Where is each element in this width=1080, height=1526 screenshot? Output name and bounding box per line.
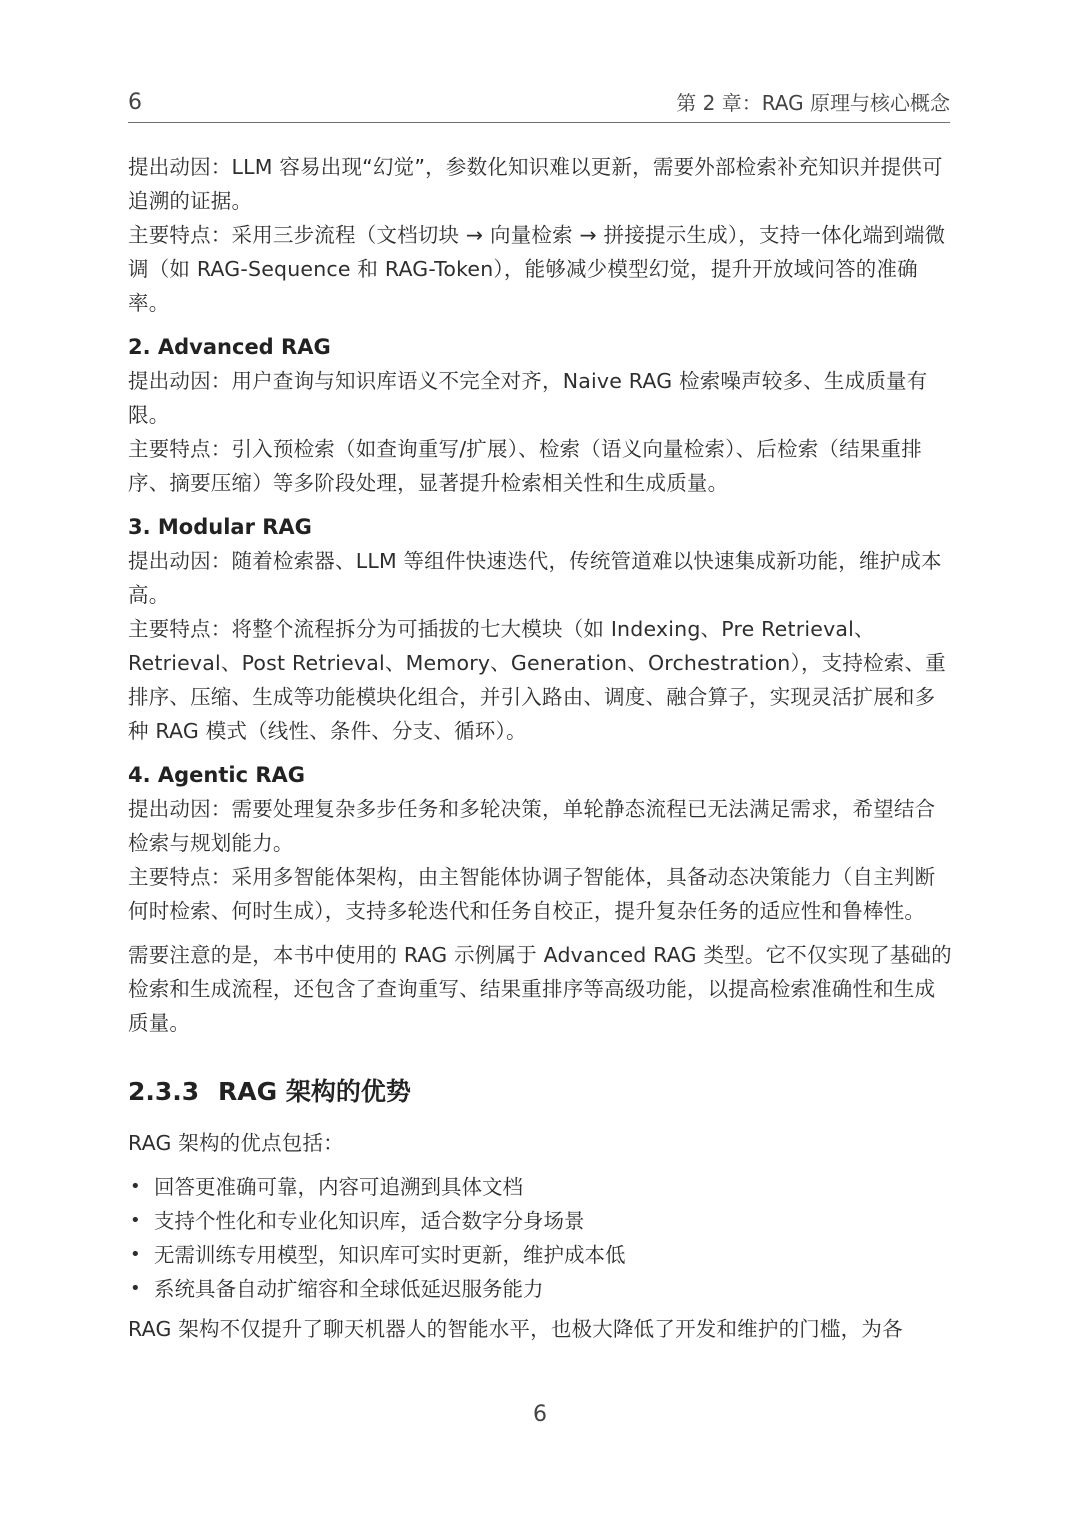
intro-motivation: 提出动因：LLM 容易出现“幻觉”，参数化知识难以更新，需要外部检索补充知识并提供可追溯的证据。 bbox=[128, 155, 943, 213]
intro-features: 主要特点：采用三步流程（文档切块 → 向量检索 → 拼接提示生成），支持一体化端到端微调（如 RAG-Sequence 和 RAG-Token），能够减少模型幻觉，提升开放域问答的准确率。 bbox=[128, 223, 946, 315]
list-item: • 回答更准确可靠，内容可追溯到具体文档 bbox=[128, 1170, 952, 1204]
subsection-heading bbox=[128, 1074, 952, 1110]
spacer bbox=[128, 928, 952, 938]
bullet-icon: • bbox=[130, 1278, 141, 1299]
section-motivation: 提出动因：需要处理复杂多步任务和多轮决策，单轮静态流程已无法满足需求，希望结合检索与规划能力。 bbox=[128, 797, 936, 855]
section-heading: 3. Modular RAG bbox=[128, 515, 312, 539]
section-features: 主要特点：采用多智能体架构，由主智能体协调子智能体，具备动态决策能力（自主判断何时检索、何时生成），支持多轮迭代和任务自校正，提升复杂任务的适应性和鲁棒性。 bbox=[128, 865, 936, 923]
footer-page-number: 6 bbox=[533, 1402, 547, 1427]
note-paragraph: 需要注意的是，本书中使用的 RAG 示例属于 Advanced RAG 类型。它不仅实现了基础的检索和生成流程，还包含了查询重写、结果重排序等高级功能，以提高检索准确性和生成质量。 bbox=[128, 943, 952, 1035]
section-features: 主要特点：引入预检索（如查询重写/扩展）、检索（语义向量检索）、后检索（结果重排序、摘要压缩）等多阶段处理，显著提升检索相关性和生成质量。 bbox=[128, 437, 922, 495]
page-body bbox=[128, 150, 952, 1346]
header-page-number: 6 bbox=[128, 90, 142, 115]
section-agentic-rag bbox=[128, 758, 952, 928]
bullet-icon: • bbox=[130, 1210, 141, 1231]
section-features: 主要特点：将整个流程拆分为可插拔的七大模块（如 Indexing、Pre Retrieval、Retrieval、Post Retrieval、Memory、Generation、Orchestration），支持检索、重排序、压缩、生成等功能模块化组合，并引入路由、调度、融合算子，实现灵活扩展和多种 RAG 模式（线性、条件、分支、循环）。 bbox=[128, 617, 946, 743]
section-heading: 4. Agentic RAG bbox=[128, 763, 306, 787]
bullet-icon: • bbox=[130, 1176, 141, 1197]
section-heading: 2. Advanced RAG bbox=[128, 335, 331, 359]
header-chapter-title: 第 2 章：RAG 原理与核心概念 bbox=[676, 91, 950, 115]
section-modular-rag bbox=[128, 510, 952, 748]
subsection-title: RAG 架构的优势 bbox=[218, 1077, 411, 1106]
page-header bbox=[128, 88, 950, 123]
list-item: • 无需训练专用模型，知识库可实时更新，维护成本低 bbox=[128, 1238, 952, 1272]
section-motivation: 提出动因：用户查询与知识库语义不完全对齐，Naive RAG 检索噪声较多、生成质量有限。 bbox=[128, 369, 928, 427]
closing-paragraph: RAG 架构不仅提升了聊天机器人的智能水平，也极大降低了开发和维护的门槛，为各 bbox=[128, 1317, 903, 1341]
bullet-icon: • bbox=[130, 1244, 141, 1265]
subsection-lead: RAG 架构的优点包括： bbox=[128, 1131, 344, 1155]
list-item: • 系统具备自动扩缩容和全球低延迟服务能力 bbox=[128, 1272, 952, 1306]
list-item: • 支持个性化和专业化知识库，适合数字分身场景 bbox=[128, 1204, 952, 1238]
advantages-list bbox=[128, 1170, 952, 1306]
subsection-number: 2.3.3 bbox=[128, 1077, 200, 1106]
section-advanced-rag bbox=[128, 330, 952, 500]
section-motivation: 提出动因：随着检索器、LLM 等组件快速迭代，传统管道难以快速集成新功能，维护成本高。 bbox=[128, 549, 942, 607]
